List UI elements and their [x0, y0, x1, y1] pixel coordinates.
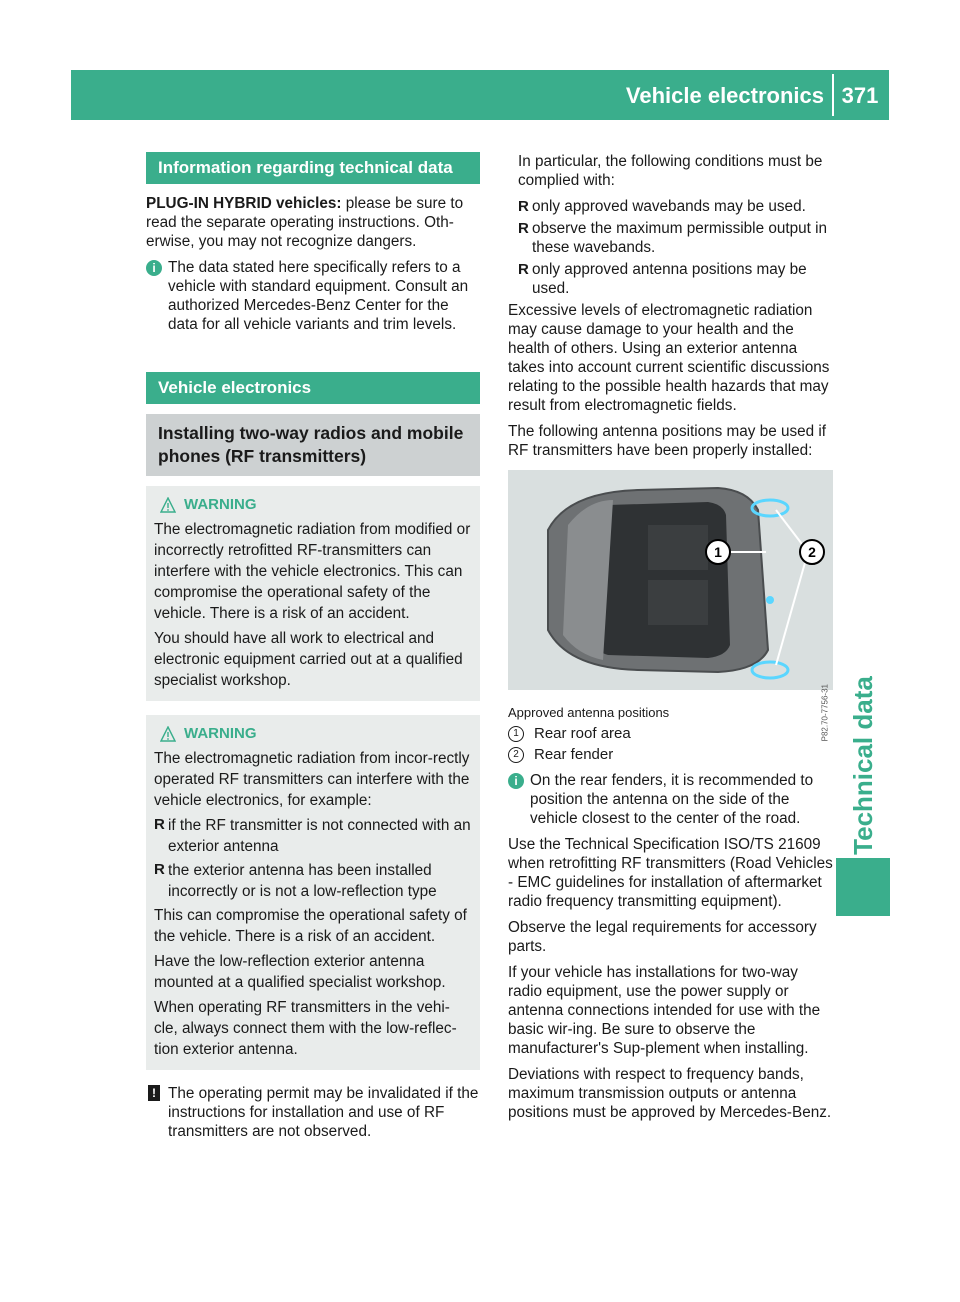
bullet-text: if the RF transmitter is not connected with an exterior antenna [168, 817, 471, 855]
plugin-hybrid-text: please be sure to read the separate operating instructions. Oth-erwise, you may not recognize dangers. [146, 195, 464, 250]
list-item [518, 197, 836, 216]
bullet-mark: R [518, 198, 529, 215]
bullet-text: the exterior antenna has been installed incorrectly or is not a low-reflection type [168, 862, 437, 900]
legend-item-1 [508, 725, 836, 742]
bullet-text: observe the maximum permissible output in these wavebands. [532, 220, 828, 256]
section-heading-vehicle-electronics: Vehicle electronics [146, 372, 480, 404]
plugin-hybrid-paragraph [146, 194, 480, 251]
legend-item-2 [508, 746, 836, 763]
car-top-view-illustration [508, 470, 833, 690]
deviations-paragraph: Deviations with respect to frequency bands, maximum transmission outputs or antenna positions must be approved by Mercedes-Benz. [508, 1066, 832, 1121]
plugin-hybrid-label: PLUG-IN HYBRID vehicles: [146, 195, 342, 212]
figure-code: P82.70-7756-31 [820, 684, 829, 742]
info-icon: i [508, 773, 524, 789]
warning-1-paragraph-1: The electromagnetic radiation from modified or incorrectly retrofitted RF-transmitters can interfere with the vehicle electronics. This can compromise the operational safety of the vehicle. There is a risk of an accident. [154, 521, 471, 622]
figure-callout-2: 2 [808, 544, 816, 560]
warning-2-paragraph-1: The electromagnetic radiation from incor-rectly operated RF transmitters can interfere with the vehicle electronics, for example: [154, 750, 470, 809]
warning-box-1 [146, 486, 480, 701]
warning-label: WARNING [184, 496, 257, 513]
info-note-technical-data [146, 258, 480, 334]
info-note-text: On the rear fenders, it is recommended to position the antenna on the side of the vehicle closest to the center of the road. [530, 772, 814, 827]
list-item [518, 219, 836, 257]
list-item [518, 260, 836, 298]
two-way-radio-paragraph: If your vehicle has installations for two-way radio equipment, use the power supply or antenna connections intended for use with the basic wir-ing. Be sure to observe the manufacturer's Sup-plement when installing. [508, 964, 821, 1057]
warning-2-paragraph-2: This can compromise the operational safety of the vehicle. There is a risk of an accident. [154, 907, 467, 945]
info-note-text: The data stated here specifically refers to a vehicle with standard equipment. Consult an authorized Mercedes-Benz Center for the data for all vehicle variants and trim levels. [168, 259, 469, 333]
info-note-fenders [508, 771, 836, 828]
list-item [154, 860, 472, 902]
warning-1-paragraph-2: You should have all work to electrical and electronic equipment carried out at a qualified specialist workshop. [154, 630, 463, 689]
info-icon: i [146, 260, 162, 276]
page-header-title: Vehicle electronics [625, 83, 824, 108]
bullet-mark: R [154, 861, 165, 878]
legend-text: Rear roof area [534, 725, 631, 742]
figure-caption: Approved antenna positions [508, 705, 670, 720]
page-number: 371 [841, 83, 879, 108]
caution-note-text: The operating permit may be invalidated if the instructions for installation and use of RF transmitters are not observed. [168, 1085, 479, 1140]
warning-2-paragraph-3: Have the low-reflection exterior antenna mounted at a qualified specialist workshop. [154, 953, 446, 991]
warning-triangle-icon [160, 726, 176, 742]
list-item [154, 815, 472, 857]
side-tab-marker [836, 858, 890, 916]
bullet-mark: R [154, 816, 165, 833]
bullet-text: only approved wavebands may be used. [532, 198, 806, 215]
exclamation-icon: ! [148, 1085, 160, 1101]
excessive-radiation-paragraph: Excessive levels of electromagnetic radiation may cause damage to your health and the health of others. Using an exterior antenna takes into account current scientific discussions relating to the possible health hazards that may result from electromagnetic fields. [508, 302, 830, 414]
warning-box-2 [146, 715, 480, 1070]
subsection-heading-rf-transmitters: Installing two-way radios and mobile phones (RF transmitters) [146, 414, 480, 476]
legend-number: 2 [508, 747, 524, 763]
conditions-intro: In particular, the following conditions must be complied with: [518, 153, 823, 189]
left-column [146, 152, 480, 1148]
section-heading-technical-data: Information regarding technical data [146, 152, 480, 184]
legal-requirements-paragraph: Observe the legal requirements for accessory parts. [508, 919, 817, 955]
bullet-text: only approved antenna positions may be used. [532, 261, 807, 297]
bullet-mark: R [518, 220, 529, 237]
warning-title-1 [154, 496, 472, 513]
iso-paragraph: Use the Technical Specification ISO/TS 21609 when retrofitting RF transmitters (Road Vehicles - EMC guidelines for installation of aftermarket radio frequency transmitting equipment). [508, 836, 833, 910]
warning-label: WARNING [184, 725, 257, 742]
warning-title-2 [154, 725, 472, 742]
figure-callout-1: 1 [714, 544, 722, 560]
legend-text: Rear fender [534, 746, 614, 763]
caution-note [146, 1084, 480, 1141]
bullet-mark: R [518, 261, 529, 278]
warning-triangle-icon [160, 497, 176, 513]
right-column [508, 152, 836, 1129]
header-divider [832, 74, 834, 116]
side-tab-label: Technical data [847, 675, 878, 855]
warning-2-paragraph-4: When operating RF transmitters in the vehi-cle, always connect them with the low-reflec-tion exterior antenna. [154, 999, 457, 1058]
antenna-positions-intro: The following antenna positions may be used if RF transmitters have been properly installed: [508, 423, 827, 459]
legend-number: 1 [508, 726, 524, 742]
